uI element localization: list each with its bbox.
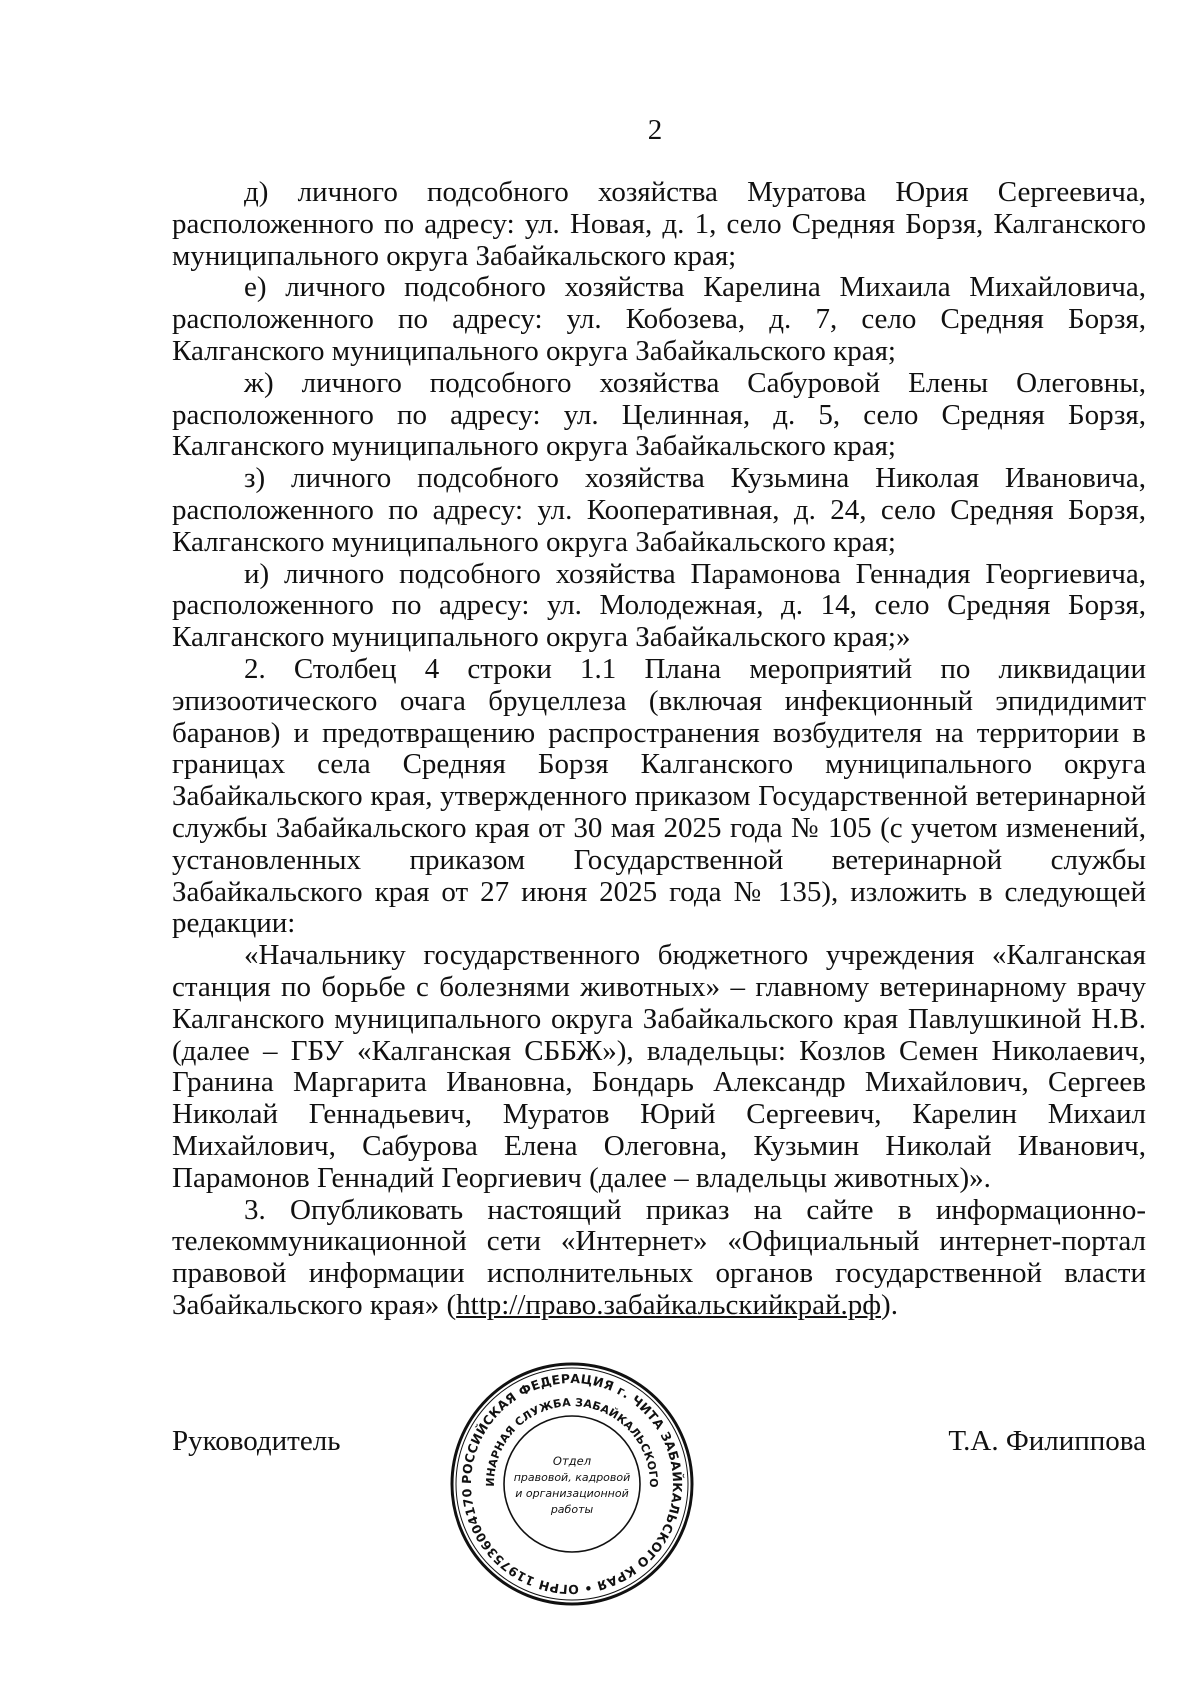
signatory-title: Руководитель: [172, 1425, 341, 1457]
seal-inner-text: ИНАРНАЯ СЛУЖБА ЗАБАЙКАЛЬСКОГО: [483, 1395, 661, 1488]
seal-center-line-4: работы: [550, 1503, 594, 1516]
paragraph-i: и) личного подсобного хозяйства Парамонова Геннадия Георгиевича, расположенного по адресу: ул. Молодежная, д. 14, село Средняя Борзя, Калганского муниципального округа Забайкальского края;»: [172, 557, 1146, 654]
seal-center-line-2: правовой, кадровой: [513, 1471, 631, 1484]
seal-inner-border: [504, 1416, 640, 1552]
publish-tail: ).: [881, 1288, 898, 1321]
paragraph-item-3: [172, 1195, 1146, 1322]
signatory-name: Т.А. Филиппова: [948, 1425, 1146, 1457]
paragraph-e: е) личного подсобного хозяйства Карелина Михаила Михайловича, расположенного по адресу: ул. Кобозева, д. 7, село Средняя Борзя, Калганского муниципального округа Забайкальского края;: [172, 271, 1146, 367]
document-body: [172, 177, 1146, 1322]
official-seal: [447, 1359, 697, 1609]
publish-text: 3. Опубликовать настоящий приказ на сайте в информационно-телекоммуникационной сети «Интернет» «Официальный интернет-портал правовой информации исполнительных органов государственной власти Забайкальского края» (: [172, 1193, 1146, 1321]
page-number: 2: [647, 114, 663, 146]
seal-center-line-3: и организационной: [515, 1487, 629, 1500]
seal-center-line-1: Отдел: [552, 1454, 592, 1468]
paragraph-z: з) личного подсобного хозяйства Кузьмина Николая Ивановича, расположенного по адресу: ул. Кооперативная, д. 24, село Средняя Борзя, Калганского муниципального округа Забайкальского края;: [172, 462, 1146, 558]
paragraph-quote: «Начальнику государственного бюджетного учреждения «Калганская станция по борьбе с болезнями животных» – главному ветеринарному врачу Калганского муниципального округа Забайкальского края Павлушкиной Н.В. (далее – ГБУ «Калганская СББЖ»), владельцы: Козлов Семен Николаевич, Гранина Маргарита Ивановна, Бондарь Александр Михайлович, Сергеев Николай Геннадьевич, Муратов Юрий Сергеевич, Карелин Михаил Михайлович, Сабурова Елена Олеговна, Кузьмин Николай Иванович, Парамонов Геннадий Георгиевич (далее – владельцы животных)».: [172, 939, 1146, 1194]
paragraph-item-2: 2. Столбец 4 строки 1.1 Плана мероприятий по ликвидации эпизоотического очага бруцеллеза (включая инфекционный эпидидимит баранов) и предотвращению распространения возбудителя на территории в границах села Средняя Борзя Калганского муниципального округа Забайкальского края, утвержденного приказом Государственной ветеринарной службы Забайкальского края от 30 мая 2025 года № 105 (с учетом изменений, установленных приказом Государственной ветеринарной службы Забайкальского края от 27 июня 2025 года № 135), изложить в следующей редакции:: [172, 652, 1146, 940]
seal-outer-text: РОССИЙСКАЯ ФЕДЕРАЦИЯ г. ЧИТА ЗАБАЙКАЛЬСКОГО КРАЯ • ОГРН 1197536004170: [458, 1370, 686, 1598]
paragraph-d: д) личного подсобного хозяйства Муратова Юрия Сергеевича, расположенного по адресу: ул. Новая, д. 1, село Средняя Борзя, Калганского муниципального округа Забайкальского края;: [172, 176, 1146, 272]
paragraph-zh: ж) личного подсобного хозяйства Сабуровой Елены Олеговны, расположенного по адресу: ул. Целинная, д. 5, село Средняя Борзя, Калганского муниципального округа Забайкальского края;: [172, 366, 1146, 463]
portal-link[interactable]: http://право.забайкальскийкрай.рф: [456, 1288, 882, 1321]
